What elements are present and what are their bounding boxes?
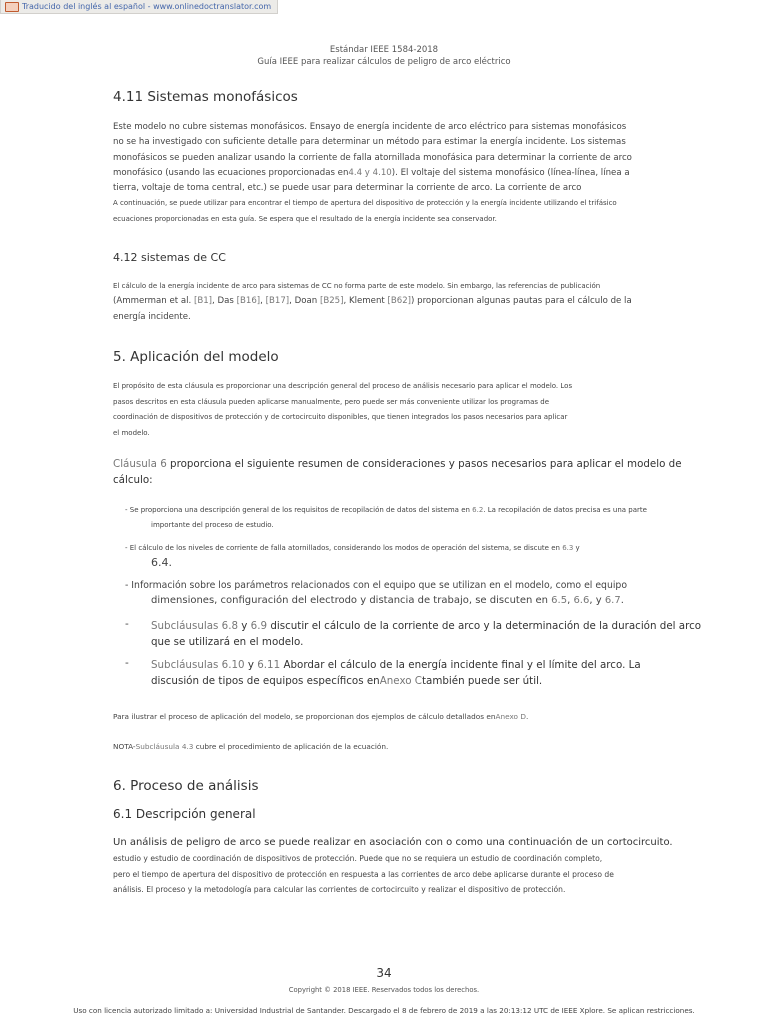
text-line: Un análisis de peligro de arco se puede realizar en asociación con o como una continuación de un cortocircuito. — [113, 837, 673, 848]
section-5-title: 5. Aplicación del modelo — [113, 349, 279, 365]
text-fragment: - Se proporciona una descripción general de los requisitos de recopilación de datos del sistema en — [125, 506, 473, 514]
link-6-9[interactable]: 6.9 — [250, 620, 268, 632]
link-6-7[interactable]: 6.7 — [604, 595, 621, 606]
list-item — [151, 618, 701, 634]
license-notice: Uso con licencia autorizado limitado a: Universidad Industrial de Santander. Descargado el 8 de febrero de 2019 a las 20:13:12 UTC de IEEE Xplore. Se aplican restricciones. — [73, 1006, 695, 1015]
text-line-small: ecuaciones proporcionadas en esta guía. Se espera que el resultado de la energía incidente sea conservador. — [113, 214, 497, 223]
text-fragment: ). El voltaje del sistema monofásico (línea-línea, línea a — [391, 167, 630, 178]
list-dash: - — [125, 618, 129, 630]
list-item-cont — [151, 595, 624, 606]
text-fragment: , Das — [212, 296, 237, 307]
list-dash: - — [125, 657, 129, 669]
text-fragment: Para ilustrar el proceso de aplicación del modelo, se proporcionan dos ejemplos de cálculo detallados en — [113, 712, 496, 721]
text-line: tierra, voltaje de toma central, etc.) se puede usar para determinar la corriente de arco. La corriente de arco — [113, 183, 582, 194]
list-item — [151, 657, 641, 673]
link-subclausula-6-8[interactable]: Subcláusulas 6.8 — [151, 620, 239, 632]
text-line-small: El cálculo de la energía incidente de arco para sistemas de CC no forma parte de este modelo. Sin embargo, las referencias de publicación — [113, 282, 601, 290]
text-fragment: dimensiones, configuración del electrodo y distancia de trabajo, se discuten en — [151, 595, 552, 606]
text-fragment: y — [238, 620, 251, 632]
text-line: energía incidente. — [113, 311, 191, 322]
ref-b17-link[interactable]: [B17] — [265, 296, 290, 307]
header-guide-title: Guía IEEE para realizar cálculos de peligro de arco eléctrico — [257, 57, 511, 67]
text-fragment: ) proporcionan algunas pautas para el cálculo de la — [411, 296, 632, 307]
link-6-3[interactable]: 6.3 — [562, 544, 574, 552]
text-line — [113, 166, 658, 181]
text-fragment: y — [573, 544, 580, 552]
link-6-11[interactable]: 6.11 — [257, 659, 281, 671]
text-fragment: cubre el procedimiento de aplicación de la ecuación. — [193, 742, 389, 751]
text-line — [113, 456, 682, 472]
link-6-5[interactable]: 6.5 — [551, 595, 568, 606]
text-line-small: El propósito de esta cláusula es proporcionar una descripción general del proceso de análisis necesario para aplicar el modelo. Los — [113, 382, 573, 390]
ref-b62-link[interactable]: [B62] — [387, 296, 412, 307]
text-fragment: . La recopilación de datos precisa es una parte — [483, 506, 647, 514]
list-item-cont — [151, 673, 542, 689]
text-fragment: y — [244, 659, 258, 671]
text-line-small: el modelo. — [113, 428, 150, 437]
list-item: - Información sobre los parámetros relacionados con el equipo que se utilizan en el modelo, como el equipo — [125, 580, 628, 591]
text-fragment: . — [525, 712, 529, 721]
text-fragment: , Doan — [289, 296, 320, 307]
clausula-6-link[interactable]: Cláusula 6 — [113, 458, 167, 470]
link-subclausula-4-3[interactable]: Subcláusula 4.3 — [135, 742, 194, 751]
link-6-6[interactable]: 6.6 — [573, 595, 590, 606]
text-line: no se ha investigado con suficiente detalle para determinar un método para estimar la energía incidente. Los sistemas — [113, 137, 626, 148]
section-5-note — [113, 739, 388, 755]
text-line-small: A continuación, se puede utilizar para encontrar el tiempo de apertura del dispositivo de protección y la energía incidente utilizando el trifásico — [113, 199, 617, 208]
translator-banner-text[interactable]: Traducido del inglés al español - www.onlinedoctranslator.com — [22, 2, 272, 11]
link-subclausula-6-10[interactable]: Subcláusulas 6.10 — [151, 659, 245, 671]
text-line — [113, 294, 658, 309]
list-item-cont: que se utilizará en el modelo. — [151, 636, 304, 648]
section-5-example-text — [113, 709, 528, 725]
ref-b16-link[interactable]: [B16] — [236, 296, 261, 307]
link-4-4-4-10[interactable]: 4.4 y 4.10 — [348, 167, 392, 178]
text-fragment: también puede ser útil. — [421, 675, 543, 687]
text-fragment: , y — [589, 595, 605, 606]
text-fragment: Abordar el cálculo de la energía incidente final y el límite del arco. La — [280, 659, 641, 671]
text-line-small: análisis. El proceso y la metodología para calcular las corrientes de cortocircuito y realizar el dispositivo de protección. — [113, 885, 566, 894]
ref-b1-link[interactable]: [B1] — [193, 296, 213, 307]
text-fragment: - El cálculo de los niveles de corriente de falla atornillados, considerando los modos de operación del sistema, se discute en — [125, 544, 563, 552]
section-5-intro — [113, 379, 658, 441]
section-6-1-title: 6.1 Descripción general — [113, 807, 256, 821]
text-fragment: discusión de tipos de equipos específicos en — [151, 675, 380, 687]
section-6-title: 6. Proceso de análisis — [113, 778, 259, 794]
text-fragment: proporciona el siguiente resumen de consideraciones y pasos necesarios para aplicar el modelo de — [166, 458, 682, 470]
text-fragment: . — [620, 595, 624, 606]
section-4-12-title: 4.12 sistemas de CC — [113, 251, 226, 264]
text-line: monofásicos se pueden analizar usando la corriente de falla atornillada monofásica para determinar la corriente de arco — [113, 152, 632, 163]
copyright-notice: Copyright © 2018 IEEE. Reservados todos los derechos. — [288, 986, 480, 994]
translator-banner[interactable] — [0, 0, 278, 14]
text-fragment: , — [567, 595, 574, 606]
text-fragment: discutir el cálculo de la corriente de arco y la determinación de la duración del arco — [267, 620, 702, 632]
text-fragment: , Klement — [343, 296, 388, 307]
list-item-cont: importante del proceso de estudio. — [151, 521, 274, 529]
section-4-11-title: 4.11 Sistemas monofásicos — [113, 89, 298, 105]
link-anexo-c[interactable]: Anexo C — [379, 675, 422, 687]
text-line-small: pero el tiempo de apertura del dispositivo de protección en respuesta a las corrientes de arco debe aplicarse durante el proceso de — [113, 869, 614, 879]
page-number: 34 — [376, 966, 392, 980]
text-line-small: pasos descritos en esta cláusula pueden aplicarse manualmente, pero puede ser más conveniente utilizar los programas de — [113, 397, 550, 406]
section-6-1-body — [113, 835, 673, 898]
text-fragment: NOTA- — [113, 742, 136, 751]
text-line: cálculo: — [113, 474, 153, 486]
section-4-11-body — [113, 120, 658, 227]
text-line-small: coordinación de dispositivos de protección y de cortocircuito disponibles, que tienen integrados los pasos necesarios para aplicar — [113, 413, 568, 421]
header-standard: Estándar IEEE 1584-2018 — [329, 45, 439, 55]
ref-b25-link[interactable]: [B25] — [319, 296, 344, 307]
translator-logo-icon — [5, 2, 19, 12]
text-line-small: estudio y estudio de coordinación de dispositivos de protección. Puede que no se requiera un estudio de coordinación completo, — [113, 854, 603, 863]
link-anexo-d[interactable]: Anexo D — [495, 712, 526, 721]
list-item-cont-link[interactable]: 6.4. — [151, 556, 172, 569]
link-6-2[interactable]: 6.2 — [472, 506, 484, 514]
list-item — [125, 503, 647, 519]
text-fragment: monofásico (usando las ecuaciones proporcionadas en — [113, 167, 349, 178]
text-fragment: (Ammerman et al. — [113, 296, 194, 307]
section-4-12-body — [113, 279, 658, 325]
list-item — [125, 541, 580, 557]
text-fragment: , — [260, 296, 266, 307]
text-line: Este modelo no cubre sistemas monofásicos. Ensayo de energía incidente de arco eléctrico para sistemas monofásicos — [113, 122, 627, 132]
section-5-summary — [113, 456, 682, 488]
